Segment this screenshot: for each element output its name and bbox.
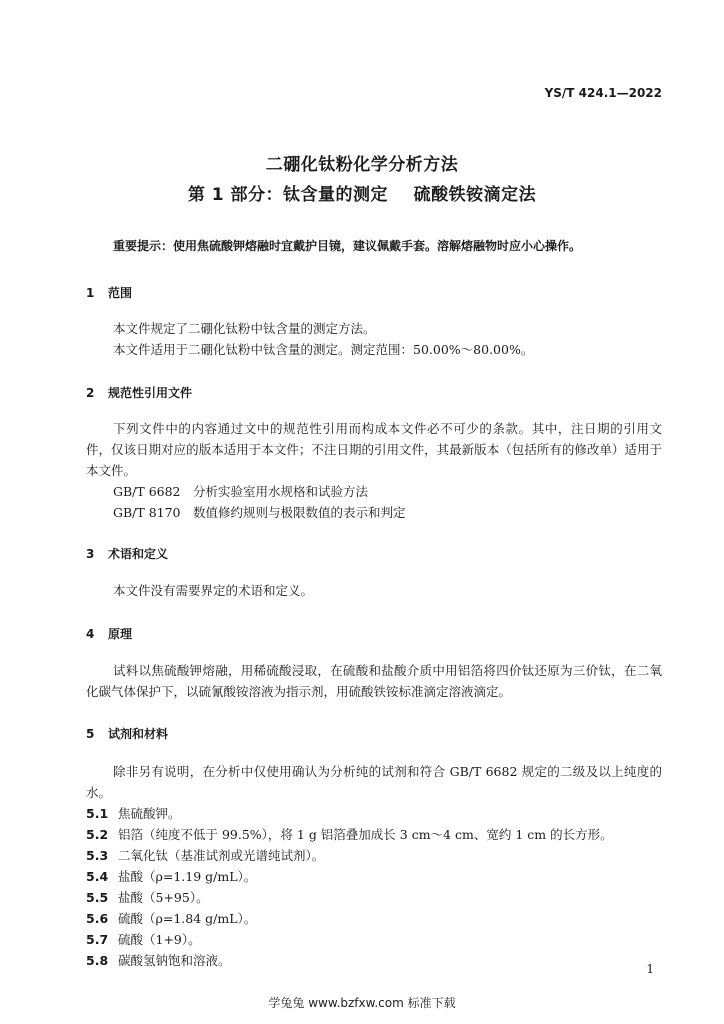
item-number: 5.1 xyxy=(86,806,109,821)
item-text: 碳酸氢钠饱和溶液。 xyxy=(118,953,231,968)
item-number: 5.4 xyxy=(86,869,109,884)
safety-warning: 重要提示：使用焦硫酸钾熔融时宜戴护目镜，建议佩戴手套。溶解熔融物时应小心操作。 xyxy=(113,239,582,253)
principle-text: 试料以焦硫酸钾熔融，用稀硫酸浸取，在硫酸和盐酸介质中用铝箔将四价钛还原为三价钛，在二氧化碳气体保护下，以硫氰酸铵溶液为指示剂，用硫酸铁铵标准滴定溶液滴定。 xyxy=(86,663,662,699)
section-heading-principle xyxy=(86,625,132,642)
list-item xyxy=(86,845,324,866)
item-text: 二氧化钛（基准试剂或光谱纯试剂）。 xyxy=(118,848,325,863)
page-number: 1 xyxy=(646,962,654,976)
reagents-intro: 除非另有说明，在分析中仅使用确认为分析纯的试剂和符合 GB/T 6682 规定的二级及以上纯度的水。 xyxy=(86,764,662,800)
section-number: 4 xyxy=(86,627,95,641)
item-text: 焦硫酸钾。 xyxy=(118,806,181,821)
section-title: 术语和定义 xyxy=(108,547,169,561)
watermark-text: 学兔兔 www.bzfxw.com 标准下载 xyxy=(268,996,456,1010)
reference-title: 分析实验室用水规格和试验方法 xyxy=(193,484,369,499)
section-title: 规范性引用文件 xyxy=(108,386,193,400)
document-title: 二硼化钛粉化学分析方法 xyxy=(265,155,459,175)
section-title: 范围 xyxy=(108,286,133,300)
list-item xyxy=(86,950,231,971)
item-number: 5.5 xyxy=(86,890,109,905)
section-number: 2 xyxy=(86,386,95,400)
section-number: 3 xyxy=(86,547,95,561)
list-item xyxy=(86,908,256,929)
scope-line-1: 本文件规定了二硼化钛粉中钛含量的测定方法。 xyxy=(113,321,376,336)
section-number: 1 xyxy=(86,286,95,300)
list-item xyxy=(86,824,613,845)
reference-item xyxy=(113,481,368,502)
item-number: 5.3 xyxy=(86,848,109,863)
item-number: 5.7 xyxy=(86,932,109,947)
section-number: 5 xyxy=(86,727,95,741)
section-heading-terms xyxy=(86,545,168,562)
section-heading-references xyxy=(86,384,192,401)
item-number: 5.6 xyxy=(86,911,109,926)
item-text: 铝箔（纯度不低于 99.5%），将 1 g 铝箔叠加成长 3 cm～4 cm、宽约 1 cm 的长方形。 xyxy=(118,827,613,842)
item-number: 5.2 xyxy=(86,827,109,842)
section-heading-reagents xyxy=(86,725,168,742)
reference-code: GB/T 6682 xyxy=(113,484,181,499)
reference-title: 数值修约规则与极限数值的表示和判定 xyxy=(193,505,406,520)
list-item xyxy=(86,803,181,824)
item-number: 5.8 xyxy=(86,953,109,968)
item-text: 盐酸（ρ=1.19 g/mL）。 xyxy=(118,869,257,884)
document-subtitle: 第 1 部分：钛含量的测定 硫酸铁铵滴定法 xyxy=(187,185,537,205)
item-text: 硫酸（1+9）。 xyxy=(118,932,201,947)
section-heading-scope xyxy=(86,284,132,301)
item-text: 盐酸（5+95）。 xyxy=(118,890,209,905)
standard-number: YS/T 424.1—2022 xyxy=(544,86,662,100)
list-item xyxy=(86,929,201,950)
section-title: 原理 xyxy=(108,627,133,641)
list-item xyxy=(86,866,256,887)
terms-text: 本文件没有需要界定的术语和定义。 xyxy=(113,583,314,598)
scope-line-2: 本文件适用于二硼化钛粉中钛含量的测定。测定范围：50.00%～80.00%。 xyxy=(113,342,534,357)
item-text: 硫酸（ρ=1.84 g/mL）。 xyxy=(118,911,257,926)
section-title: 试剂和材料 xyxy=(108,727,169,741)
list-item xyxy=(86,887,209,908)
reference-item xyxy=(113,502,406,523)
reference-code: GB/T 8170 xyxy=(113,505,181,520)
references-intro: 下列文件中的内容通过文中的规范性引用而构成本文件必不可少的条款。其中，注日期的引用文件，仅该日期对应的版本适用于本文件；不注日期的引用文件，其最新版本（包括所有的修改单）适用于本文件。 xyxy=(86,421,662,478)
